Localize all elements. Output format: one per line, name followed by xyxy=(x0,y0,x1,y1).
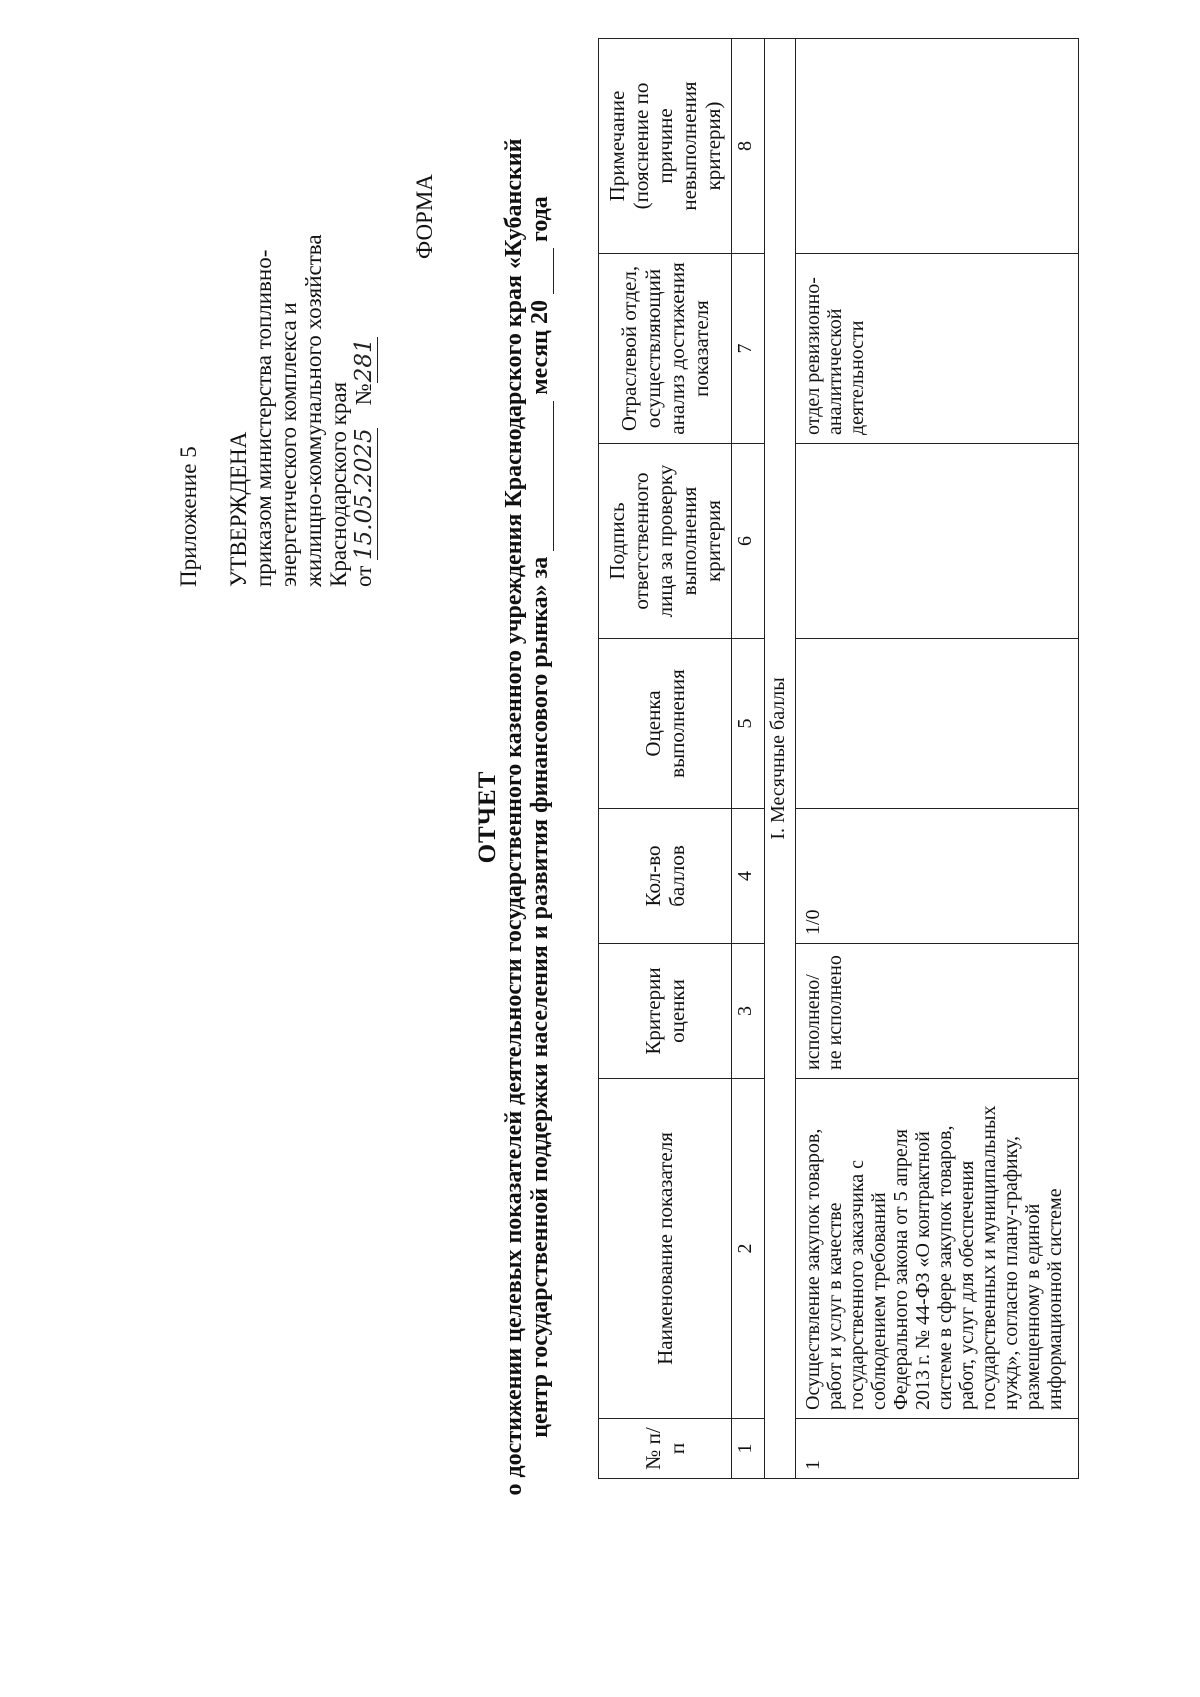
report-title xyxy=(475,117,554,1517)
report-subtitle-line1: о достижении целевых показателей деятельности государственного казенного учреждения Краснодарского края «Кубанский xyxy=(501,138,527,1496)
column-number: 4 xyxy=(732,809,765,944)
column-number: 2 xyxy=(732,1079,765,1419)
header-indicator: Наименование показателя xyxy=(599,1079,732,1419)
column-number: 7 xyxy=(732,254,765,444)
row-points: 1/0 xyxy=(796,809,1079,944)
header-points: Кол-во баллов xyxy=(599,809,732,944)
row-indicator: Осуществление закупок товаров, работ и услуг в качестве государственного заказчика с соблюдением требований Федерального закона от 5 апреля 2013 г. № 44-ФЗ «О контрактной системе в сфере закупок товаров, работ, услуг для обеспечения государственных и муниципальных нужд», согласно плану-графику, размещенному в единой информационной системе xyxy=(796,1079,1079,1419)
order-date-number-line xyxy=(351,157,378,587)
report-table xyxy=(598,38,1079,1479)
row-note xyxy=(796,39,1079,254)
order-line: жилищно-коммунального хозяйства xyxy=(301,234,326,587)
report-heading: ОТЧЕТ xyxy=(474,770,501,864)
approved-label: УТВЕРЖДЕНА xyxy=(226,431,251,587)
subtitle-month: месяц 20 xyxy=(527,299,553,395)
row-department: отдел ревизионно-аналитической деятельности xyxy=(796,254,1079,444)
header-signature: Подпись ответственного лица за проверку выполнения критерия xyxy=(599,444,732,639)
row-criteria: исполнено/ не исполнено xyxy=(796,944,1079,1079)
row-signature xyxy=(796,444,1079,639)
order-line: Краснодарского края xyxy=(326,381,351,587)
number-prefix: № xyxy=(351,383,376,406)
subtitle-line2-start: центр государственной поддержки населения и развития финансового рынка» за xyxy=(527,556,553,1438)
approval-block xyxy=(176,157,378,587)
order-line: энергетического комплекса и xyxy=(276,302,301,587)
column-number: 8 xyxy=(732,39,765,254)
year-blank xyxy=(527,248,554,294)
header-note: Примечание (пояснение по причине невыполнения критерия) xyxy=(599,39,732,254)
handwritten-date: 15.05.2025 xyxy=(351,428,377,560)
date-prefix: от xyxy=(351,565,376,587)
header-assessment: Оценка выполнения xyxy=(599,639,732,809)
header-row xyxy=(599,39,732,1479)
period-blank xyxy=(527,401,554,551)
subtitle-year: года xyxy=(527,196,553,242)
section-title: I. Месячные баллы xyxy=(765,39,796,1479)
header-criteria: Критерии оценки xyxy=(599,944,732,1079)
table-row xyxy=(796,39,1079,1479)
header-department: Отраслевой отдел, осуществляющий анализ достижения показателя xyxy=(599,254,732,444)
row-num: 1 xyxy=(796,1419,1079,1479)
column-number: 5 xyxy=(732,639,765,809)
row-assessment xyxy=(796,639,1079,809)
report-subtitle-line2 xyxy=(527,117,554,1517)
order-line: приказом министерства топливно- xyxy=(251,249,276,587)
column-number: 3 xyxy=(732,944,765,1079)
column-number: 1 xyxy=(732,1419,765,1479)
handwritten-number: 281 xyxy=(351,338,377,383)
column-number-row xyxy=(732,39,765,1479)
header-num: № п/п xyxy=(599,1419,732,1479)
section-row xyxy=(765,39,796,1479)
appendix-label: Приложение 5 xyxy=(176,446,201,587)
column-number: 6 xyxy=(732,444,765,639)
form-label: ФОРМА xyxy=(412,174,437,259)
